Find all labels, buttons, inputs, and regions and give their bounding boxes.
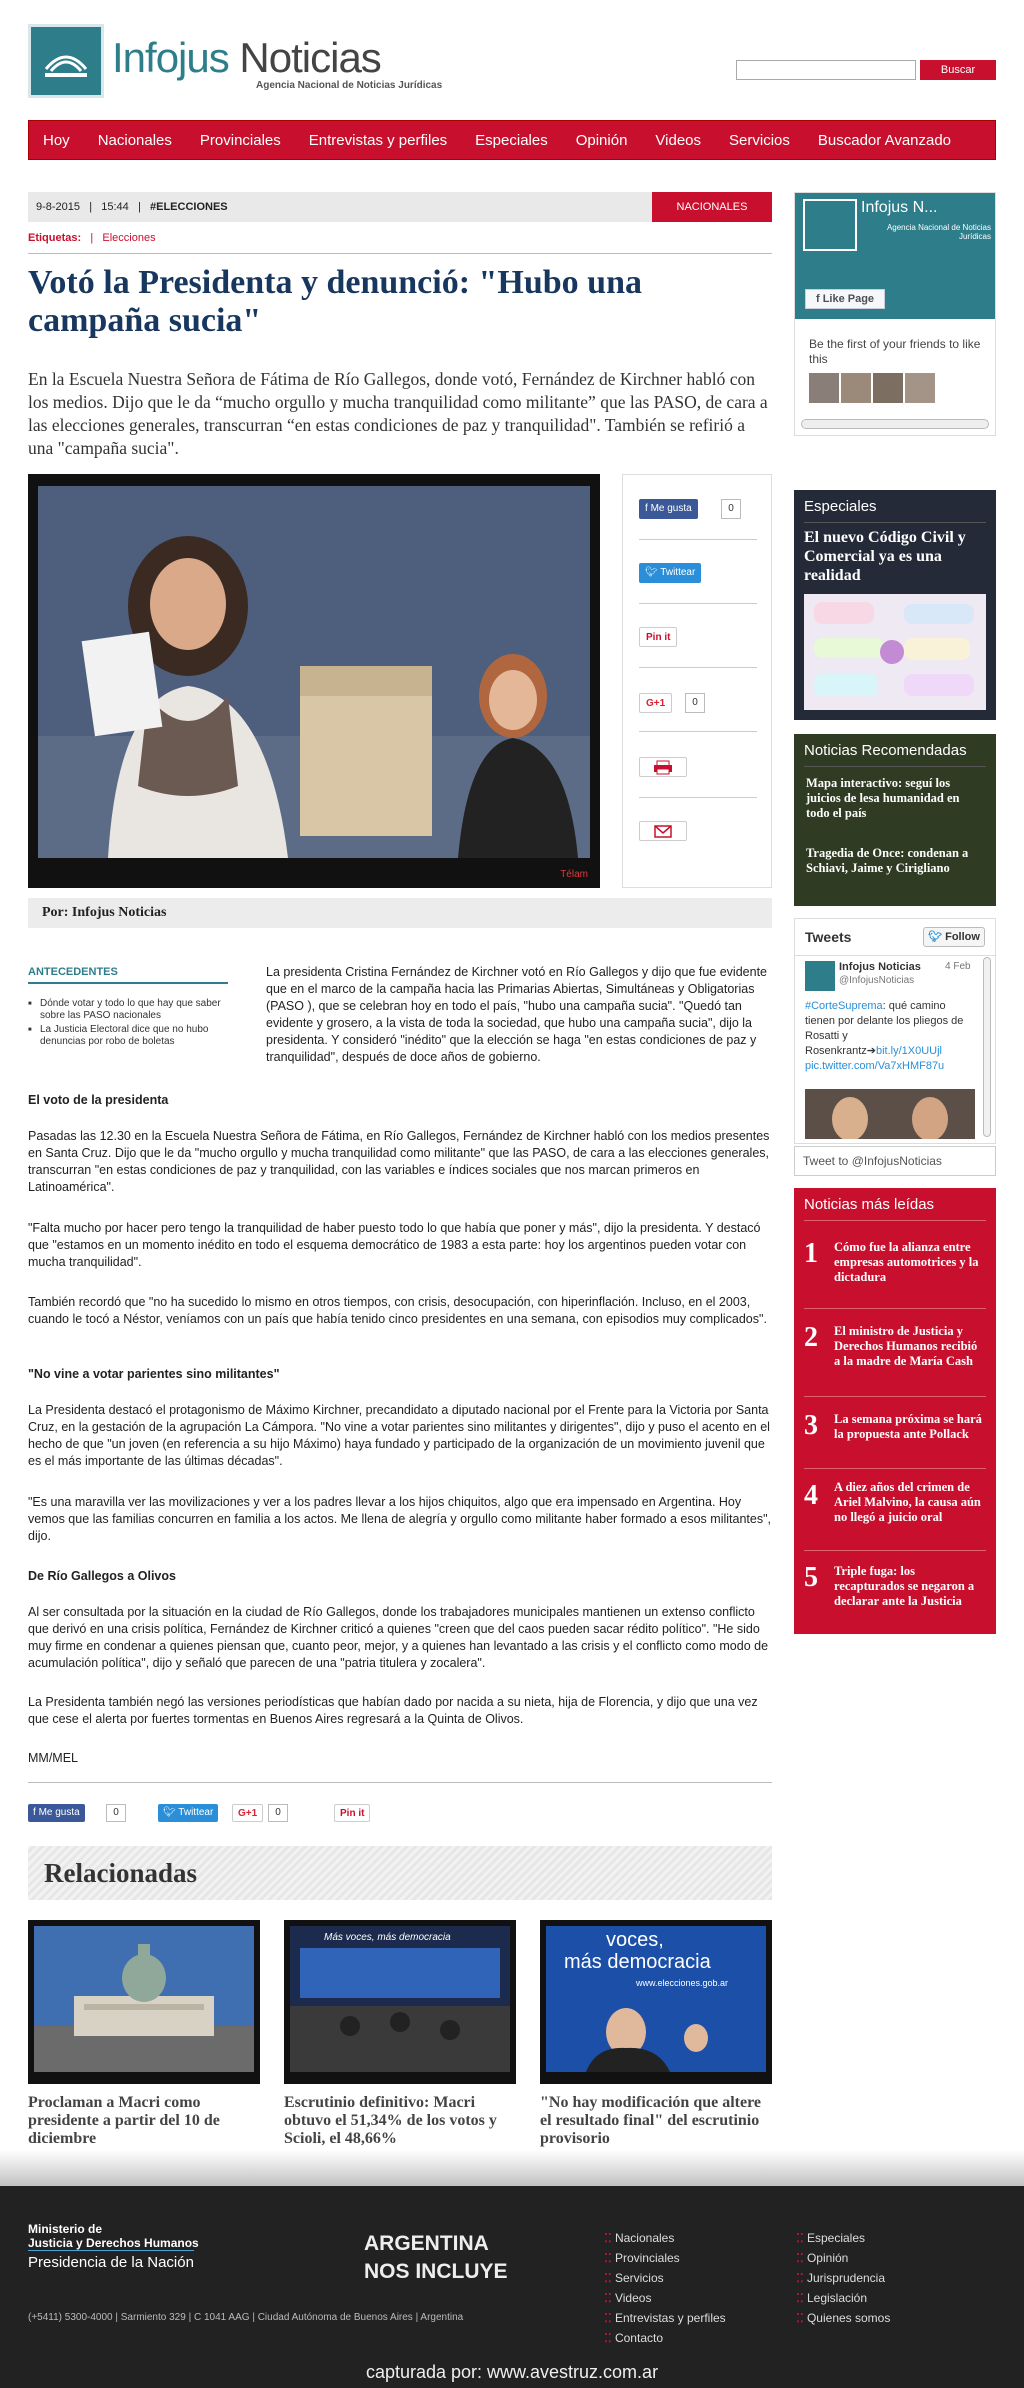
facebook-like-count: 0 (721, 499, 741, 519)
related-image-text: más democracia (564, 1951, 711, 1973)
rank-number: 5 (804, 1562, 818, 1593)
divider (804, 1468, 986, 1469)
facebook-icon: f (645, 503, 651, 514)
share-column (622, 474, 772, 888)
tags-row (28, 232, 156, 244)
article-signature: MM/MEL (28, 1751, 78, 1765)
facebook-cover[interactable] (795, 193, 995, 319)
divider (804, 1550, 986, 1551)
avatar[interactable] (873, 373, 903, 403)
subheading: De Río Gallegos a Olivos (28, 1569, 176, 1583)
antecedente-link[interactable]: ■ La Justicia Electoral dice que no hubo denuncias por robo de boletas (28, 1024, 238, 1048)
nav-item-provinciales[interactable]: Provinciales (199, 131, 281, 149)
subheading: "No vine a votar parientes sino militantes" (28, 1367, 280, 1381)
logo-icon[interactable] (28, 24, 104, 98)
footer-links-col1 (604, 2228, 726, 2348)
tweet-hashtag[interactable]: #CorteSuprema (805, 1000, 883, 1012)
photo-credit: Télam (560, 869, 588, 880)
recomendadas-title: Noticias Recomendadas (804, 742, 967, 759)
related-title: Relacionadas (44, 1858, 198, 1888)
avatar[interactable] (809, 373, 839, 403)
divider (28, 1782, 772, 1783)
article-intro: La presidenta Cristina Fernández de Kirchner votó en Río Gallegos y dijo que fue evidente que en el marco de la campaña hacia las Primarias Abiertas, Simultáneas y Obligatorias (PASO ), que se celebran hoy en todo el país, "hubo una campaña sucia". "Quedó tan evidente y grosero, a la vista de toda la sociedad, que hubo una campaña sucia", dijo la presidenta. Y consideró "inédito" que la elección se haga "en estas condiciones de paz y tranquilidad", después de doce años de gobierno. (266, 965, 767, 1064)
footer-shadow (0, 2150, 1024, 2190)
facebook-page-subtitle: Agencia Nacional de Noticias Jurídicas (886, 223, 991, 241)
divider (639, 667, 757, 668)
related-image-text: Más voces, más democracia (324, 1932, 451, 1943)
article-lede: En la Escuela Nuestra Señora de Fátima de Río Gallegos, donde votó, Fernández de Kirchner habló con los medios. Dijo que le da “mucho orgullo y mucha tranquilidad como militante” que las PASO, de cara a las elecciones generales, transcurran “en estas condiciones de paz y tranquilidad". También se refirió a una "campaña sucia". (28, 369, 768, 458)
twitter-share-button[interactable]: 🐦︎ Twittear (158, 1804, 218, 1822)
bottom-share-row (28, 1804, 428, 1824)
footer-links-col2 (796, 2228, 890, 2328)
article-main-tag[interactable]: #ELECCIONES (149, 201, 228, 213)
paragraph: "Es una maravilla ver las movilizaciones y ver a los padres llevar a los hijos chiquitos, algo que era impensado en Argentina. Hoy vemos que las familias concurren en familia a los actos. Me llena de alegría y orgullo como militante haber formado a esos militantes", dijo. (28, 1495, 771, 1543)
print-button[interactable] (639, 757, 687, 777)
presidencia-logo[interactable]: Presidencia de la Nación (28, 2250, 194, 2271)
tweet-avatar[interactable] (805, 961, 835, 991)
article-photo-frame (28, 474, 600, 888)
footer-link[interactable]: ⁚⁚ Servicios (604, 2268, 726, 2288)
google-plus-button[interactable]: G+1 (232, 1804, 263, 1822)
nav-item-especiales[interactable]: Especiales (475, 131, 548, 149)
mas-leidas-box (794, 1188, 996, 1634)
especiales-image[interactable] (804, 594, 986, 710)
facebook-icon: f (33, 1807, 39, 1818)
related-caption-3[interactable]: "No hay modificación que altere el resultado final" del escrutinio provisorio (540, 2094, 762, 2147)
paragraph: La Presidenta destacó el protagonismo de Máximo Kirchner, precandidato a diputado nacional por el Frente para la Victoria por Santa Cruz, en la gestación de la agrupación La Cámpora. "No vine a votar parientes sino militantes y dirigentes", dijo y puso el acento en el hecho de que "un joven (en referencia a su hijo Máximo) haya fundado y participado de la organización de un movimiento juvenil que es el más importante de las últimas décadas". (28, 1403, 770, 1468)
especiales-headline[interactable]: El nuevo Código Civil y Comercial ya es una realidad (804, 529, 966, 584)
divider (28, 253, 772, 254)
article-meta: 9-8-2015 | 15:44 | #ELECCIONES (28, 192, 772, 222)
facebook-like-page-button[interactable]: f Like Page (805, 289, 885, 309)
twitter-share-button[interactable]: 🐦︎ Twittear (639, 563, 701, 583)
ministry-logo[interactable]: Ministerio de Justicia y Derechos Humanos (28, 2222, 199, 2250)
search-button[interactable]: Buscar (920, 60, 996, 80)
article-time: 15:44 (101, 201, 129, 213)
divider (639, 797, 757, 798)
antecedentes-list (28, 998, 238, 1050)
mas-leida-link[interactable]: Triple fuga: los recapturados se negaron a declarar ante la Justicia (834, 1564, 975, 1608)
mas-leida-link[interactable]: A diez años del crimen de Ariel Malvino, la causa aún no llegó a juicio oral (834, 1480, 981, 1524)
facebook-icon: f (815, 293, 823, 305)
article-title: Votó la Presidenta y denunció: "Hubo una campaña sucia" (28, 264, 642, 339)
divider (804, 1396, 986, 1397)
footer-link[interactable]: ⁚⁚ Especiales (796, 2228, 890, 2248)
tweet-text: #CorteSuprema: qué camino tienen por delante los pliegos de Rosatti y Rosenkrantz➔bit.ly/1X0UUjl pic.twitter.com/Va7xHMF87u (805, 1000, 964, 1072)
argentina-logo: ARGENTINA NOS INCLUYE (364, 2232, 508, 2283)
mas-leida-link[interactable]: La semana próxima se hará la propuesta ante Pollack (834, 1412, 982, 1441)
divider (639, 603, 757, 604)
rank-number: 2 (804, 1322, 818, 1353)
twitter-follow-button[interactable]: 🐦︎ Follow (923, 927, 985, 947)
article-photo (38, 486, 590, 858)
rank-number: 4 (804, 1480, 818, 1511)
tweets-title: Tweets (805, 929, 852, 945)
divider (804, 522, 986, 523)
divider (795, 955, 995, 956)
facebook-page-avatar[interactable] (803, 199, 857, 251)
related-caption-2[interactable]: Escrutinio definitivo: Macri obtuvo el 51,34% de los votos y Scioli, el 48,66% (284, 2094, 497, 2147)
related-image-2[interactable] (284, 1920, 516, 2084)
paragraph: "Falta mucho por hacer pero tengo la tranquilidad de haber puesto todo lo que había que poner y más", dijo la presidenta. Y destacó que "estamos en un momento inédito en todo el esquema democrático de 1983 a esta parte: hoy los argentinos pueden votar con mucha tranquilidad". (28, 1221, 761, 1269)
nav-item-hoy[interactable]: Hoy (43, 131, 70, 149)
envelope-icon (646, 822, 680, 840)
tags-separator: | (90, 232, 94, 244)
footer-link[interactable]: ⁚⁚ Opinión (796, 2248, 890, 2268)
pinterest-button[interactable]: Pin it (334, 1804, 370, 1822)
horizontal-scrollbar[interactable] (801, 419, 989, 429)
tweet-to-input[interactable]: Tweet to @InfojusNoticias (794, 1146, 996, 1176)
divider (804, 1308, 986, 1309)
footer-link[interactable]: ⁚⁚ Nacionales (604, 2228, 726, 2248)
footer-link[interactable]: ⁚⁚ Quienes somos (796, 2308, 890, 2328)
recomendada-link[interactable]: Mapa interactivo: seguí los juicios de lesa humanidad en todo el país (806, 776, 960, 820)
pinterest-button[interactable]: Pin it (639, 627, 677, 647)
tweet-link[interactable]: bit.ly/1X0UUjl (875, 1045, 942, 1057)
tweet-photo[interactable] (805, 1089, 975, 1139)
nav-item-entrevistas[interactable]: Entrevistas y perfiles (308, 131, 448, 149)
tag-link[interactable]: Elecciones (102, 232, 156, 244)
paragraph: Al ser consultada por la situación en la ciudad de Río Gallegos, donde los trabajadores municipales mantienen un extenso conflicto que derivó en una crisis política, Fernández de Kirchner criticó a quienes "creen que del caos pueden sacar rédito político". "He sido muy firme en condenar a quienes piensan que, cuanto peor, mejor, y a quienes han levantado a las crisis y el conflicto como modo de acumulación política", dijo y señaló que parecen de una "patria titulera y zocalera". (28, 1605, 769, 1670)
rank-number: 3 (804, 1410, 818, 1441)
mas-leidas-title: Noticias más leídas (804, 1196, 935, 1213)
nav-item-opinion[interactable]: Opinión (575, 131, 628, 149)
facebook-like-count: 0 (106, 1804, 126, 1822)
mas-leida-link[interactable]: Cómo fue la alianza entre empresas automotrices y la dictadura (834, 1240, 979, 1284)
facebook-page-widget (794, 192, 996, 436)
nav-item-servicios[interactable]: Servicios (729, 131, 790, 149)
vertical-scrollbar[interactable] (983, 957, 991, 1137)
article-date: 9-8-2015 (36, 201, 81, 213)
divider (804, 766, 986, 767)
antecedente-link[interactable]: ■ Dónde votar y todo lo que hay que saber sobre las PASO nacionales (28, 998, 238, 1022)
tweet-link[interactable]: pic.twitter.com/Va7xHMF87u (805, 1060, 945, 1072)
email-button[interactable] (639, 821, 687, 841)
nav-item-buscador[interactable]: Buscador Avanzado (817, 131, 952, 149)
nav-item-nacionales[interactable]: Nacionales (97, 131, 172, 149)
footer-link[interactable]: ⁚⁚ Videos (604, 2288, 726, 2308)
footer-link[interactable]: ⁚⁚ Entrevistas y perfiles (604, 2308, 726, 2328)
recomendadas-box (794, 734, 996, 906)
divider (804, 1220, 986, 1221)
tweet-author-name[interactable]: Infojus Noticias (839, 961, 921, 973)
facebook-page-name[interactable]: Infojus N... (861, 199, 938, 216)
especiales-title[interactable]: Especiales (804, 498, 877, 515)
section-badge[interactable]: NACIONALES (652, 192, 772, 222)
avatar[interactable] (841, 373, 871, 403)
related-caption-1[interactable]: Proclaman a Macri como presidente a partir del 10 de diciembre (28, 2094, 220, 2147)
tweet-date[interactable]: 4 Feb (945, 961, 971, 972)
facebook-like-button[interactable]: f Me gusta (639, 499, 698, 519)
google-plus-count: 0 (685, 693, 705, 713)
search-input[interactable] (736, 60, 916, 80)
print-icon (646, 758, 680, 776)
footer-link[interactable]: ⁚⁚ Contacto (604, 2328, 726, 2348)
related-image-text: voces, (606, 1929, 664, 1951)
footer-address: (+5411) 5300-4000 | Sarmiento 329 | C 1041 AAG | Ciudad Autónoma de Buenos Aires | Argentina (28, 2312, 464, 2323)
facebook-like-button[interactable]: f Me gusta (28, 1804, 85, 1822)
paragraph: También recordó que "no ha sucedido lo mismo en otros tiempos, con crisis, desocupación, con hiperinflación. Incluso, en el 2003, cuando le tocó a Néstor, veníamos con un país que había tenido cinco presidentes en una semana, con episodios muy complicados". (28, 1295, 767, 1326)
nav-item-videos[interactable]: Videos (655, 131, 702, 149)
logo-title[interactable]: Infojus Noticias (112, 34, 381, 81)
related-image-1[interactable] (28, 1920, 260, 2084)
byline: Por: Infojus Noticias (28, 898, 772, 928)
twitter-bird-icon: 🐦︎ (163, 1807, 179, 1818)
google-plus-count: 0 (268, 1804, 288, 1822)
paragraph: Pasadas las 12.30 en la Escuela Nuestra Señora de Fátima, en Río Gallegos, Fernández de Kirchner habló con los medios presentes en Santa Cruz. Dijo que le da "mucho orgullo y mucha tranquilidad como militante" que las PASO, de cara a las elecciones generales, transcurran "en estas condiciones de paz y tranquilidad, con las variables e índices sociales que nos marcan primeros en Latinoamérica". (28, 1129, 770, 1194)
related-header (28, 1846, 772, 1900)
main-nav (28, 120, 996, 160)
twitter-bird-icon: 🐦︎ (645, 567, 661, 578)
divider (639, 539, 757, 540)
divider (639, 731, 757, 732)
site-header (28, 24, 996, 104)
subheading: El voto de la presidenta (28, 1093, 169, 1107)
facebook-friends-text: Be the first of your friends to like this (809, 337, 981, 366)
mas-leida-link[interactable]: El ministro de Justicia y Derechos Humanos recibió a la madre de María Cash (834, 1324, 978, 1368)
footer-link[interactable]: ⁚⁚ Provinciales (604, 2248, 726, 2268)
antecedentes-title: ANTECEDENTES (28, 966, 228, 984)
recomendada-link[interactable]: Tragedia de Once: condenan a Schiavi, Jaime y Cirigliano (806, 846, 969, 875)
site-footer (0, 2186, 1024, 2388)
paragraph: La Presidenta también negó las versiones periodísticas que habían dado por nacida a su nieta, hija de Florencia, y dijo que una vez que cese el alerta por fuertes tormentas en Buenos Aires regresará a la Quinta de Olivos. (28, 1695, 758, 1726)
especiales-box (794, 490, 996, 720)
logo-subtitle: Agencia Nacional de Noticias Jurídicas (256, 80, 443, 91)
twitter-bird-icon: 🐦︎ (928, 931, 946, 943)
avatar[interactable] (905, 373, 935, 403)
tags-label: Etiquetas: (28, 232, 82, 244)
twitter-widget (794, 918, 996, 1144)
rank-number: 1 (804, 1238, 818, 1269)
footer-link[interactable]: ⁚⁚ Jurisprudencia (796, 2268, 890, 2288)
capture-watermark: capturada por: www.avestruz.com.ar (365, 2362, 659, 2382)
google-plus-button[interactable]: G+1 (639, 693, 672, 713)
related-image-text: www.elecciones.gob.ar (636, 1978, 729, 1988)
tweet-author-handle[interactable]: @InfojusNoticias (839, 975, 915, 986)
facebook-friend-faces (809, 373, 949, 403)
footer-link[interactable]: ⁚⁚ Legislación (796, 2288, 890, 2308)
related-image-3[interactable] (540, 1920, 772, 2084)
